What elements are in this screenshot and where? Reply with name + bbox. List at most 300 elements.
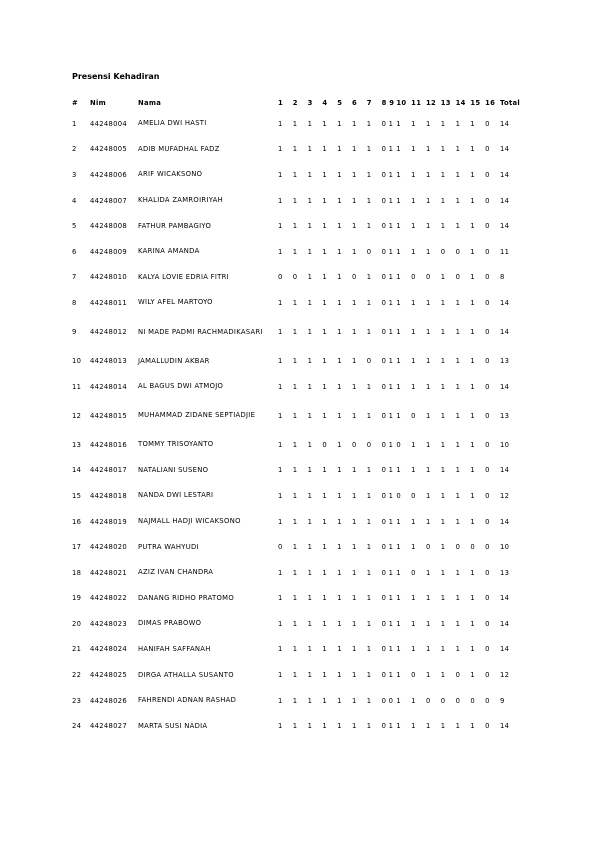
cell-nama-text: AZIZ IVAN CHANDRA <box>138 568 214 577</box>
cell-no: 14 <box>72 466 82 475</box>
cell-nama <box>138 458 278 484</box>
cell-day: 1 <box>292 696 298 705</box>
cell-day: 0 <box>322 440 328 449</box>
cell-day: 0 <box>455 273 461 282</box>
cell-day: 1 <box>470 196 475 205</box>
cell-day: 0 <box>292 273 298 282</box>
cell-day: 1 <box>292 440 298 449</box>
cell-day: 1 <box>440 466 446 475</box>
cell-nim: 44248019 <box>90 517 127 526</box>
cell-day: 1 <box>278 696 283 705</box>
cell-day: 1 <box>470 440 475 449</box>
cell-no: 18 <box>72 568 82 577</box>
cell-nama <box>138 213 278 239</box>
cell-nim: 44248022 <box>90 594 127 603</box>
cell-day: 1 <box>396 328 401 336</box>
table-row <box>68 111 522 137</box>
cell-day: 1 <box>337 594 342 603</box>
col-header-day: 16 <box>485 99 496 107</box>
cell-day: 1 <box>425 619 431 628</box>
cell-day: 1 <box>307 594 313 603</box>
cell-no: 24 <box>72 722 82 731</box>
cell-day: 1 <box>366 517 372 526</box>
cell-day: 0 <box>485 119 490 128</box>
cell-total: 14 <box>499 222 510 231</box>
cell-day: 1 <box>278 517 283 526</box>
cell-day: 0 <box>470 696 475 705</box>
cell-nim: 44248005 <box>90 145 127 154</box>
cell-day: 1 <box>322 722 328 731</box>
cell-total: 8 <box>499 273 505 282</box>
cell-day: 1 <box>470 222 475 231</box>
cell-day: 0 <box>485 543 490 552</box>
table-row <box>68 586 522 612</box>
cell-day: 1 <box>411 722 416 731</box>
cell-total: 14 <box>499 466 510 475</box>
cell-nama-text: FATHUR PAMBAGIYO <box>138 221 212 230</box>
cell-day: 1 <box>455 298 461 307</box>
cell-day: 0 <box>485 594 490 603</box>
cell-total: 14 <box>499 196 510 205</box>
cell-day: 1 <box>396 517 401 526</box>
col-header-day: 2 <box>292 99 298 107</box>
cell-day: 1 <box>307 298 313 307</box>
cell-day: 1 <box>292 619 298 628</box>
cell-day: 1 <box>292 222 298 231</box>
cell-nim: 44248024 <box>90 645 127 654</box>
cell-day: 1 <box>425 568 431 577</box>
cell-total: 13 <box>499 568 510 577</box>
cell-no: 19 <box>72 594 82 603</box>
cell-day: 1 <box>307 722 313 731</box>
cell-nama-text: MARTA SUSI NADIA <box>138 721 208 730</box>
cell-day: 1 <box>440 328 446 336</box>
cell-nama-text: NATALIANI SUSENO <box>138 465 209 474</box>
cell-day: 1 <box>337 619 342 628</box>
cell-day: 1 <box>351 594 357 603</box>
cell-day: 1 <box>278 145 283 154</box>
cell-day: 1 <box>351 196 357 205</box>
attendance-table <box>68 95 522 739</box>
cell-day: 1 <box>337 247 342 256</box>
cell-no: 21 <box>72 645 82 654</box>
cell-day: 1 <box>440 119 446 128</box>
cell-day: 0 <box>485 671 490 680</box>
cell-nama <box>138 239 278 265</box>
cell-day: 1 <box>425 119 431 128</box>
cell-day: 1 <box>292 466 298 475</box>
cell-nama <box>138 399 278 432</box>
cell-total: 14 <box>499 298 510 307</box>
cell-nama-text: NANDA DWI LESTARI <box>138 491 214 500</box>
cell-day: 1 <box>425 196 431 205</box>
cell-nama <box>138 432 278 458</box>
cell-day: 0 1 <box>381 411 394 420</box>
cell-day: 0 <box>485 328 490 336</box>
cell-day: 0 <box>411 671 416 680</box>
cell-day: 0 1 <box>381 196 394 205</box>
cell-day: 1 <box>278 119 283 128</box>
cell-day: 1 <box>425 247 431 256</box>
cell-day: 1 <box>351 247 357 256</box>
cell-day: 1 <box>366 145 372 154</box>
cell-day: 1 <box>322 696 328 705</box>
table-row <box>68 348 522 374</box>
cell-total: 11 <box>499 247 510 256</box>
cell-day: 1 <box>351 328 357 336</box>
cell-day: 1 <box>322 328 328 336</box>
cell-total: 12 <box>499 491 510 500</box>
cell-day: 1 <box>322 222 328 231</box>
cell-day: 0 <box>455 247 461 256</box>
cell-day: 0 1 <box>381 517 394 526</box>
cell-nama-text: AL BAGUS DWI ATMOJO <box>138 382 224 391</box>
cell-day: 1 <box>307 568 313 577</box>
cell-day: 1 <box>455 722 461 731</box>
cell-day: 1 <box>292 491 298 500</box>
cell-day: 1 <box>307 696 313 705</box>
cell-day: 1 <box>411 145 416 154</box>
cell-day: 1 <box>337 170 342 179</box>
cell-day: 1 <box>366 273 372 282</box>
cell-nim: 44248010 <box>90 273 127 282</box>
cell-day: 1 <box>396 298 401 307</box>
cell-nama <box>138 137 278 163</box>
cell-nama <box>138 162 278 188</box>
cell-day: 0 <box>485 696 490 705</box>
cell-day: 1 <box>307 145 313 154</box>
cell-day: 0 <box>485 517 490 526</box>
cell-day: 1 <box>322 298 328 307</box>
cell-day: 1 <box>396 222 401 231</box>
cell-day: 0 <box>425 696 431 705</box>
cell-day: 1 <box>455 382 461 391</box>
cell-total: 14 <box>499 594 510 603</box>
cell-day: 1 <box>292 382 298 391</box>
cell-day: 0 <box>485 619 490 628</box>
cell-day: 1 <box>396 619 401 628</box>
cell-day: 1 <box>337 145 342 154</box>
cell-day: 1 <box>470 517 475 526</box>
table-row <box>68 637 522 663</box>
cell-day: 1 <box>396 145 401 154</box>
cell-day: 1 <box>278 440 283 449</box>
cell-nama-text: ADIB MUFADHAL FADZ <box>138 144 220 153</box>
cell-day: 1 <box>425 170 431 179</box>
cell-day: 1 <box>351 119 357 128</box>
cell-nama-text: JAMALLUDIN AKBAR <box>138 356 210 365</box>
cell-no: 8 <box>72 298 77 307</box>
cell-day: 1 <box>351 357 357 366</box>
cell-day: 1 <box>440 298 446 307</box>
cell-day: 0 1 <box>381 568 394 577</box>
cell-no: 13 <box>72 440 82 449</box>
cell-day: 1 <box>411 170 416 179</box>
cell-day: 1 <box>366 568 372 577</box>
cell-day: 1 <box>322 645 328 654</box>
cell-day: 1 <box>366 671 372 680</box>
cell-day: 1 <box>411 517 416 526</box>
cell-day: 1 <box>337 543 342 552</box>
cell-day: 1 <box>322 196 328 205</box>
cell-day: 1 <box>455 411 461 420</box>
col-header-nama: Nama <box>138 99 162 107</box>
cell-day: 1 <box>278 357 283 366</box>
cell-day: 1 <box>278 328 283 336</box>
cell-day: 1 <box>455 119 461 128</box>
cell-day: 1 <box>470 411 475 420</box>
cell-day: 0 <box>278 273 283 282</box>
cell-total: 12 <box>499 671 510 680</box>
col-header-day: 8 9 <box>381 99 395 107</box>
cell-day: 0 <box>485 247 490 256</box>
col-header-total: Total <box>499 99 521 107</box>
cell-day: 1 <box>292 722 298 731</box>
cell-day: 1 <box>337 568 342 577</box>
cell-day: 1 <box>425 491 431 500</box>
cell-day: 0 <box>278 543 283 552</box>
cell-day: 1 <box>425 145 431 154</box>
cell-day: 1 <box>440 722 446 731</box>
cell-day: 0 1 <box>381 247 394 256</box>
cell-total: 14 <box>499 119 510 128</box>
cell-day: 1 <box>425 466 431 475</box>
table-row <box>68 399 522 432</box>
cell-day: 1 <box>440 273 446 282</box>
cell-day: 1 <box>366 328 372 336</box>
cell-day: 0 <box>485 411 490 420</box>
cell-total: 14 <box>499 145 510 154</box>
cell-nama <box>138 290 278 316</box>
cell-day: 1 <box>366 645 372 654</box>
cell-day: 0 1 <box>381 594 394 603</box>
cell-day: 1 <box>292 594 298 603</box>
cell-day: 1 <box>307 357 313 366</box>
cell-nim: 44248015 <box>90 411 127 420</box>
cell-day: 1 <box>278 298 283 307</box>
cell-day: 1 <box>337 696 342 705</box>
col-header-day: 4 <box>322 99 328 107</box>
cell-nim: 44248018 <box>90 491 127 500</box>
table-row <box>68 213 522 239</box>
cell-day: 0 1 <box>381 671 394 680</box>
cell-day: 1 <box>307 196 313 205</box>
cell-day: 1 <box>470 119 475 128</box>
col-header-day: 12 <box>425 99 437 107</box>
cell-day: 1 <box>292 298 298 307</box>
cell-nama <box>138 586 278 612</box>
cell-day: 1 <box>440 491 446 500</box>
cell-day: 0 1 <box>381 119 394 128</box>
cell-day: 1 <box>278 491 283 500</box>
cell-day: 1 <box>351 671 357 680</box>
cell-no: 20 <box>72 619 82 628</box>
cell-day: 1 <box>440 145 446 154</box>
cell-day: 1 <box>322 517 328 526</box>
table-row <box>68 534 522 560</box>
table-row <box>68 483 522 509</box>
col-header-day: 11 <box>411 99 422 107</box>
cell-day: 0 <box>396 491 401 500</box>
cell-nim: 44248014 <box>90 382 127 391</box>
cell-nim: 44248025 <box>90 671 127 680</box>
cell-day: 1 <box>337 466 342 475</box>
cell-day: 1 <box>470 298 475 307</box>
cell-day: 1 <box>455 196 461 205</box>
cell-day: 0 <box>455 543 461 552</box>
cell-day: 1 <box>351 491 357 500</box>
cell-nama-text: DIMAS PRABOWO <box>138 619 202 628</box>
cell-day: 1 <box>455 440 461 449</box>
cell-nim: 44248026 <box>90 696 127 705</box>
cell-day: 1 <box>366 298 372 307</box>
cell-nim: 44248007 <box>90 196 127 205</box>
cell-day: 1 <box>322 411 328 420</box>
cell-total: 14 <box>499 722 510 731</box>
cell-day: 0 <box>485 357 490 366</box>
cell-nama-text: WILY AFEL MARTOYO <box>138 298 213 307</box>
cell-day: 1 <box>292 411 298 420</box>
cell-total: 13 <box>499 411 510 420</box>
cell-day: 1 <box>278 466 283 475</box>
cell-nama <box>138 534 278 560</box>
cell-day: 1 <box>337 440 342 449</box>
cell-day: 0 <box>470 543 475 552</box>
cell-day: 1 <box>440 645 446 654</box>
cell-day: 1 <box>366 119 372 128</box>
cell-day: 1 <box>455 357 461 366</box>
cell-day: 1 <box>322 170 328 179</box>
cell-nim: 44248023 <box>90 619 127 628</box>
cell-day: 0 <box>366 357 372 366</box>
cell-day: 1 <box>396 722 401 731</box>
cell-day: 1 <box>278 594 283 603</box>
cell-day: 0 <box>485 645 490 654</box>
cell-day: 1 <box>470 328 475 336</box>
cell-day: 1 <box>366 543 372 552</box>
cell-day: 1 <box>278 247 283 256</box>
cell-nama <box>138 348 278 374</box>
table-row <box>68 316 522 349</box>
cell-nama-text: AMELIA DWI HASTI <box>138 119 207 128</box>
cell-day: 1 <box>337 273 342 282</box>
cell-nama-text: HANIFAH SAFFANAH <box>138 644 211 653</box>
cell-day: 1 <box>351 543 357 552</box>
table-row <box>68 188 522 214</box>
cell-day: 1 <box>292 568 298 577</box>
cell-day: 1 <box>470 594 475 603</box>
cell-day: 1 <box>440 671 446 680</box>
cell-day: 1 <box>307 273 313 282</box>
cell-day: 1 <box>396 594 401 603</box>
cell-no: 15 <box>72 491 82 500</box>
cell-day: 0 1 <box>381 543 394 552</box>
cell-day: 1 <box>292 247 298 256</box>
col-header-day: 14 <box>455 99 466 107</box>
cell-day: 1 <box>278 645 283 654</box>
cell-nama-text: KALYA LOVIE EDRIA FITRI <box>138 272 229 281</box>
cell-day: 1 <box>455 222 461 231</box>
cell-day: 1 <box>440 619 446 628</box>
cell-day: 0 1 <box>381 298 394 307</box>
cell-day: 0 <box>485 440 490 449</box>
cell-no: 9 <box>72 328 77 336</box>
cell-day: 1 <box>470 491 475 500</box>
cell-no: 2 <box>72 145 77 154</box>
col-header-day: 13 <box>440 99 451 107</box>
col-header-day: 10 <box>396 99 407 107</box>
cell-day: 1 <box>366 411 372 420</box>
cell-day: 1 <box>396 170 401 179</box>
table-row <box>68 713 522 739</box>
cell-day: 1 <box>425 722 431 731</box>
cell-day: 1 <box>322 568 328 577</box>
cell-day: 1 <box>278 196 283 205</box>
cell-day: 1 <box>411 298 416 307</box>
cell-day: 0 <box>351 440 357 449</box>
cell-day: 1 <box>307 491 313 500</box>
cell-day: 1 <box>455 645 461 654</box>
cell-day: 1 <box>278 568 283 577</box>
cell-nama <box>138 713 278 739</box>
cell-day: 1 <box>322 466 328 475</box>
cell-day: 0 <box>411 273 416 282</box>
cell-day: 1 <box>278 222 283 231</box>
cell-day: 1 <box>322 543 328 552</box>
cell-day: 1 <box>307 440 313 449</box>
cell-nama-text: TOMMY TRISOYANTO <box>138 440 214 449</box>
cell-day: 0 <box>411 568 416 577</box>
cell-nama <box>138 560 278 586</box>
cell-day: 0 1 <box>381 491 394 500</box>
cell-day: 1 <box>337 196 342 205</box>
cell-day: 1 <box>470 645 475 654</box>
cell-day: 1 <box>411 619 416 628</box>
cell-day: 1 <box>337 671 342 680</box>
cell-day: 1 <box>322 491 328 500</box>
cell-nama <box>138 374 278 400</box>
cell-day: 1 <box>366 466 372 475</box>
cell-nim: 44248017 <box>90 466 127 475</box>
cell-day: 1 <box>351 645 357 654</box>
cell-total: 13 <box>499 357 510 366</box>
cell-day: 1 <box>322 619 328 628</box>
cell-day: 1 <box>425 517 431 526</box>
cell-day: 1 <box>455 328 461 336</box>
cell-day: 1 <box>292 170 298 179</box>
cell-day: 1 <box>411 196 416 205</box>
cell-nama-text: NAJMALL HADJI WICAKSONO <box>138 517 241 526</box>
cell-nim: 44248012 <box>90 328 127 336</box>
table-row <box>68 662 522 688</box>
cell-no: 23 <box>72 696 82 705</box>
table-row <box>68 239 522 265</box>
cell-nama <box>138 637 278 663</box>
cell-no: 7 <box>72 273 77 282</box>
cell-day: 1 <box>411 543 416 552</box>
cell-nama-text: KARINA AMANDA <box>138 247 200 256</box>
cell-day: 1 <box>411 645 416 654</box>
cell-day: 1 <box>396 119 401 128</box>
cell-day: 1 <box>366 170 372 179</box>
cell-day: 1 <box>292 357 298 366</box>
table-row <box>68 688 522 714</box>
cell-day: 1 <box>366 722 372 731</box>
cell-nim: 44248016 <box>90 440 127 449</box>
cell-day: 1 <box>307 517 313 526</box>
cell-day: 1 <box>411 328 416 336</box>
cell-day: 0 <box>485 466 490 475</box>
